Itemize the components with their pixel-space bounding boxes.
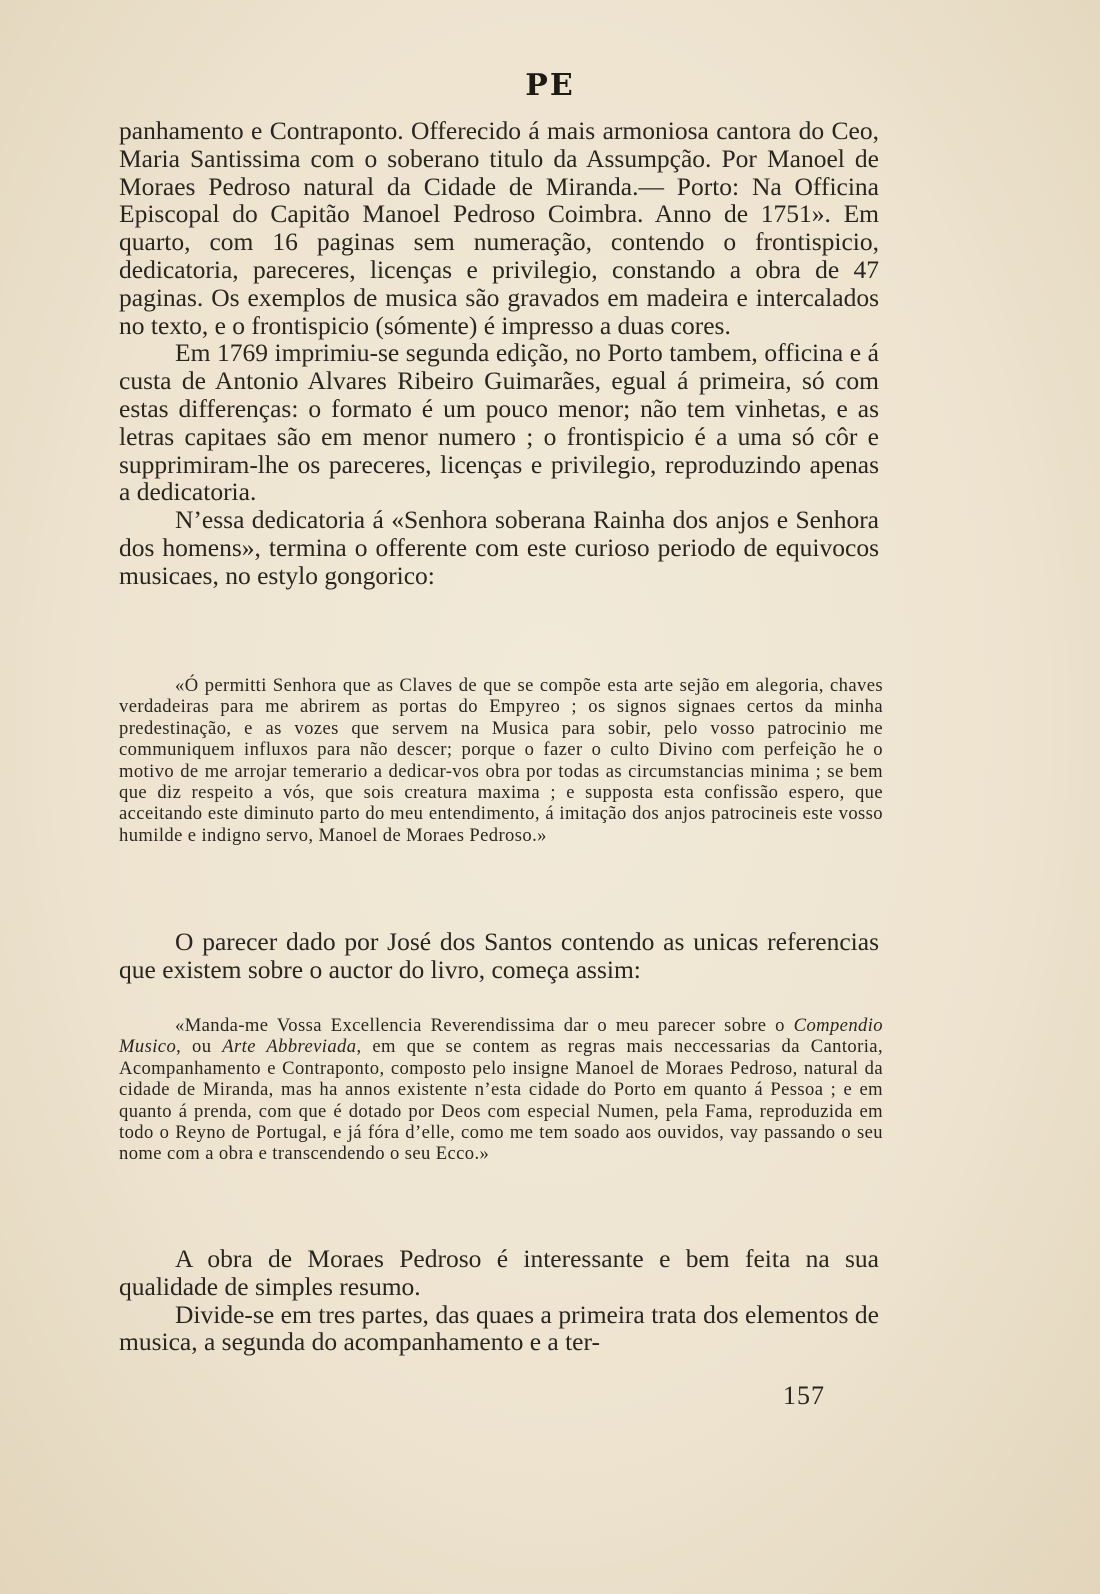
- block-quote-parecer: [119, 1015, 883, 1165]
- quote-text: «Ó permitti Senhora que as Claves de que se compõe esta arte sejão em alegoria, chaves verdadeiras para me abrirem as portas do Empyreo ; os signos signaes certos da minha predestinação, e as vozes que servem na Musica para sobir, pelo vosso patrocinio me communiquem influxos para não descer; porque o fazer o culto Divino com perfeição he o motivo de me arrojar temerario a dedicar-vos obra por todas as circumstancias minima ; se bem que diz respeito a vós, que sois creatura maxima ; e supposta esta confissão espero, que acceitando este diminuto parto do meu entendimento, á imitação dos anjos patrocineis este vosso humilde e indigno servo, Manoel de Moraes Pedroso.»: [119, 675, 883, 846]
- quote-text-part: , ou: [176, 1036, 223, 1058]
- running-head: PE: [525, 68, 575, 103]
- paragraph: Divide-se em tres partes, das quaes a primeira trata dos elementos de musica, a segunda do acompanhamento e a ter-: [119, 1299, 879, 1357]
- main-text-block-2: [119, 928, 879, 984]
- book-title: Compendio Musico: [119, 1015, 883, 1058]
- paragraph: panhamento e Contraponto. Offerecido á mais armoniosa cantora do Ceo, Maria Santissima com o soberano titulo da Assumpção. Por Manoel de Moraes Pedroso natural da Cidade de Miranda.— Porto: Na Officina Episcopal do Capitão Manoel Pedroso Coimbra. Anno de 1751». Em quarto, com 16 paginas sem numeração, contendo o frontispicio, dedicatoria, pareceres, licenças e privilegio, constando a obra de 47 paginas. Os exemplos de musica são gravados em madeira e intercalados no texto, e o frontispicio (sómente) é impresso a duas cores.: [119, 116, 879, 340]
- paragraph: O parecer dado por José dos Santos contendo as unicas referencias que existem sobre o auctor do livro, começa assim:: [119, 927, 879, 984]
- page-number: 157: [783, 1381, 825, 1410]
- main-text-block-1: [119, 117, 879, 590]
- quote-text-part: , em que se contem as regras mais neccessarias da Cantoria, Acompanhamento e Contraponto, composto pelo insigne Manoel de Moraes Pedroso, natural da cidade de Miranda, mas ha annos existente n’esta cidade do Porto em quanto á Pessoa ; e em quanto á prenda, com que é dotado por Deos com especial Numen, pela Fama, reproduzida em todo o Reyno de Portugal, e já fóra d’elle, como me tem soado aos ouvidos, vay passando o seu nome com a obra e transcendendo o seu Ecco.»: [119, 1036, 883, 1165]
- paragraph: N’essa dedicatoria á «Senhora soberana Rainha dos anjos e Senhora dos homens», termina o offerente com este curioso periodo de equivocos musicaes, no estylo gongorico:: [119, 505, 879, 590]
- quote-text: [119, 1015, 883, 1165]
- paragraph: Em 1769 imprimiu-se segunda edição, no Porto tambem, officina e á custa de Antonio Alvares Ribeiro Guimarães, egual á primeira, só com estas differenças: o formato é um pouco menor; não tem vinhetas, e as letras capitaes são em menor numero ; o frontispicio é a uma só côr e supprimiram-lhe os pareceres, licenças e privilegio, reproduzindo apenas a dedicatoria.: [119, 338, 879, 507]
- paragraph: A obra de Moraes Pedroso é interessante e bem feita na sua qualidade de simples resumo.: [119, 1244, 879, 1301]
- quote-text-part: «Manda-me Vossa Excellencia Reverendissima dar o meu parecer sobre o: [175, 1015, 794, 1036]
- block-quote-dedication: [119, 675, 883, 846]
- main-text-block-3: [119, 1245, 879, 1356]
- book-title: Arte Abbreviada: [222, 1036, 357, 1058]
